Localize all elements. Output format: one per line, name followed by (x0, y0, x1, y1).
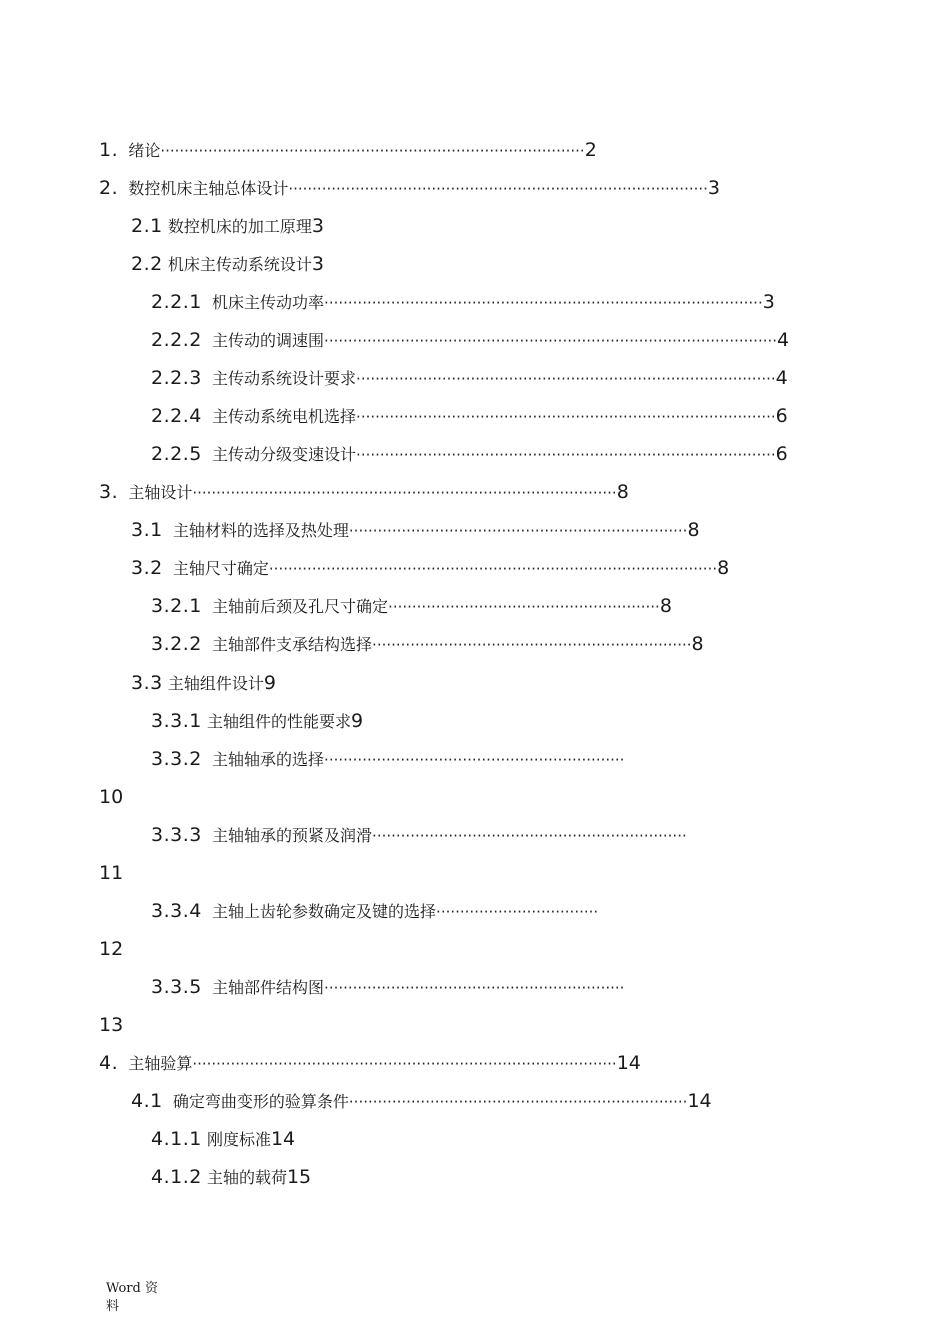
toc-number: 2.2.2 (151, 329, 202, 351)
toc-entry-4-1[interactable] (131, 1088, 712, 1114)
toc-title: 数控机床的加工原理 (167, 217, 312, 236)
toc-title: 主轴轴承的选择 (212, 750, 325, 769)
toc-leader-dots: ························································································· (192, 484, 617, 502)
toc-page-number: 15 (286, 1166, 312, 1188)
toc-title: 主轴上齿轮参数确定及键的选择 (212, 902, 437, 921)
toc-number: 4.1 (131, 1090, 163, 1112)
toc-page-number: 11 (99, 862, 124, 884)
toc-entry-2-2[interactable] (131, 251, 324, 277)
toc-leader-dots: ··································································· (372, 636, 692, 654)
toc-title: 主轴组件的性能要求 (206, 712, 351, 731)
toc-page-number: 12 (99, 938, 124, 960)
toc-entry-2-2-3[interactable] (151, 365, 788, 391)
toc-page-number: 3 (762, 291, 775, 313)
toc-number: 4.1.2 (151, 1166, 202, 1188)
toc-leader-dots: ······························································· (324, 979, 625, 997)
toc-title: 主轴组件设计 (167, 674, 264, 693)
toc-entry-3-3-5[interactable] (151, 974, 624, 1000)
toc-page-number: 8 (659, 595, 672, 617)
toc-page-number: 2 (584, 139, 597, 161)
toc-page-number: 3 (707, 177, 721, 199)
toc-number: 2.2.3 (151, 367, 202, 389)
toc-page-number: 9 (263, 672, 276, 694)
toc-entry-2[interactable] (99, 175, 720, 201)
toc-number: 3.2.1 (151, 595, 202, 617)
toc-number: 1. (99, 139, 119, 161)
toc-page-number: 13 (99, 1014, 124, 1036)
toc-page-number: 9 (350, 710, 364, 732)
toc-number: 4.1.1 (151, 1128, 202, 1150)
toc-entry-2-2-2[interactable] (151, 327, 789, 353)
toc-entry-3-3-4-page[interactable] (99, 936, 123, 962)
toc-title: 主传动分级变速设计 (212, 445, 357, 464)
toc-page-number: 8 (717, 557, 730, 579)
toc-title: 主传动系统设计要求 (212, 369, 357, 388)
toc-number: 2.2 (131, 253, 163, 275)
toc-number: 3.2.2 (151, 633, 202, 655)
footer-line-1: Word 资 (106, 1281, 158, 1296)
toc-leader-dots: ······································································· (348, 522, 688, 540)
toc-number: 4. (99, 1052, 119, 1074)
toc-title: 主轴轴承的预紧及润滑 (212, 826, 373, 845)
toc-leader-dots: ······························································································ (268, 560, 718, 578)
toc-entry-4[interactable] (99, 1050, 641, 1076)
toc-entry-4-1-1[interactable] (151, 1126, 295, 1152)
toc-entry-3-1[interactable] (131, 517, 700, 543)
toc-number: 2.2.1 (151, 291, 202, 313)
toc-title: 主轴材料的选择及热处理 (172, 521, 349, 540)
toc-entry-3-2-1[interactable] (151, 593, 672, 619)
toc-number: 3.2 (131, 557, 163, 579)
toc-number: 3.3.5 (151, 976, 202, 998)
toc-entry-3-2-2[interactable] (151, 631, 704, 657)
toc-entry-3-3-3-page[interactable] (99, 860, 123, 886)
toc-number: 3. (99, 481, 119, 503)
toc-page-number: 14 (616, 1052, 641, 1074)
toc-leader-dots: ···························································································· (324, 294, 763, 312)
toc-title: 主轴设计 (128, 483, 193, 502)
toc-leader-dots: ························································································ (356, 408, 776, 426)
toc-page-number: 14 (270, 1128, 296, 1150)
toc-leader-dots: ························································································ (356, 446, 776, 464)
toc-entry-2-2-4[interactable] (151, 403, 788, 429)
toc-title: 主轴尺寸确定 (172, 559, 269, 578)
toc-page-number: 14 (687, 1090, 712, 1112)
toc-entry-2-2-1[interactable] (151, 289, 775, 315)
footer-line-2: 料 (106, 1299, 120, 1314)
toc-page-number: 4 (775, 367, 788, 389)
toc-entry-3-3-4[interactable] (151, 898, 598, 924)
toc-title: 数控机床主轴总体设计 (128, 179, 289, 198)
toc-entry-3-3-3[interactable] (151, 822, 687, 848)
toc-page-number: 3 (311, 253, 324, 275)
toc-number: 2.2.4 (151, 405, 202, 427)
toc-entry-2-1[interactable] (131, 213, 324, 239)
toc-entry-3-3-2[interactable] (151, 746, 624, 772)
toc-page-number: 6 (775, 443, 788, 465)
toc-title: 机床主传动功率 (212, 293, 325, 312)
toc-page-number: 8 (691, 633, 704, 655)
toc-entry-3[interactable] (99, 479, 629, 505)
toc-title: 主轴的载荷 (206, 1168, 287, 1187)
toc-leader-dots: ······································································· (348, 1093, 688, 1111)
toc-entry-3-2[interactable] (131, 555, 729, 581)
toc-entry-3-3[interactable] (131, 670, 276, 696)
toc-leader-dots: ························································· (388, 598, 660, 616)
toc-leader-dots: ························································································· (160, 142, 585, 160)
toc-title: 主传动系统电机选择 (212, 407, 357, 426)
toc-number: 2.1 (131, 215, 163, 237)
toc-title: 主轴部件结构图 (212, 978, 325, 997)
toc-number: 2.2.5 (151, 443, 202, 465)
toc-entry-4-1-2[interactable] (151, 1164, 311, 1190)
toc-leader-dots: ························································································ (356, 370, 776, 388)
toc-title: 确定弯曲变形的验算条件 (172, 1092, 349, 1111)
toc-entry-1[interactable] (99, 137, 597, 163)
toc-title: 机床主传动系统设计 (167, 255, 312, 274)
toc-title: 绪论 (128, 141, 161, 160)
toc-title: 主轴部件支承结构选择 (212, 635, 373, 654)
toc-page-number: 4 (777, 329, 790, 351)
toc-page-number: 3 (311, 215, 324, 237)
toc-number: 3.1 (131, 519, 163, 541)
toc-entry-2-2-5[interactable] (151, 441, 788, 467)
toc-number: 3.3 (131, 672, 163, 694)
toc-page-number: 6 (775, 405, 788, 427)
toc-leader-dots: ······························································· (324, 751, 625, 769)
toc-leader-dots: ·································· (436, 903, 599, 921)
toc-page-number: 10 (99, 786, 124, 808)
toc-entry-3-3-5-page[interactable] (99, 1012, 123, 1038)
toc-page-number: 8 (616, 481, 629, 503)
toc-page-number: 8 (687, 519, 700, 541)
toc-number: 2. (99, 177, 119, 199)
toc-number: 3.3.1 (151, 710, 202, 732)
toc-title: 主轴前后颈及孔尺寸确定 (212, 597, 389, 616)
toc-title: 刚度标准 (206, 1130, 271, 1149)
toc-leader-dots: ·································································· (372, 827, 687, 845)
toc-entry-3-3-1[interactable] (151, 708, 363, 734)
page-footer (106, 1280, 162, 1316)
toc-number: 3.3.2 (151, 748, 202, 770)
toc-title: 主传动的调速围 (212, 331, 325, 350)
toc-number: 3.3.3 (151, 824, 202, 846)
toc-entry-3-3-2-page[interactable] (99, 784, 123, 810)
toc-title: 主轴验算 (128, 1054, 193, 1073)
toc-leader-dots: ························································································· (192, 1055, 617, 1073)
toc-leader-dots: ······························································································· (324, 332, 778, 350)
toc-leader-dots: ························································································ (288, 180, 708, 198)
toc-number: 3.3.4 (151, 900, 202, 922)
